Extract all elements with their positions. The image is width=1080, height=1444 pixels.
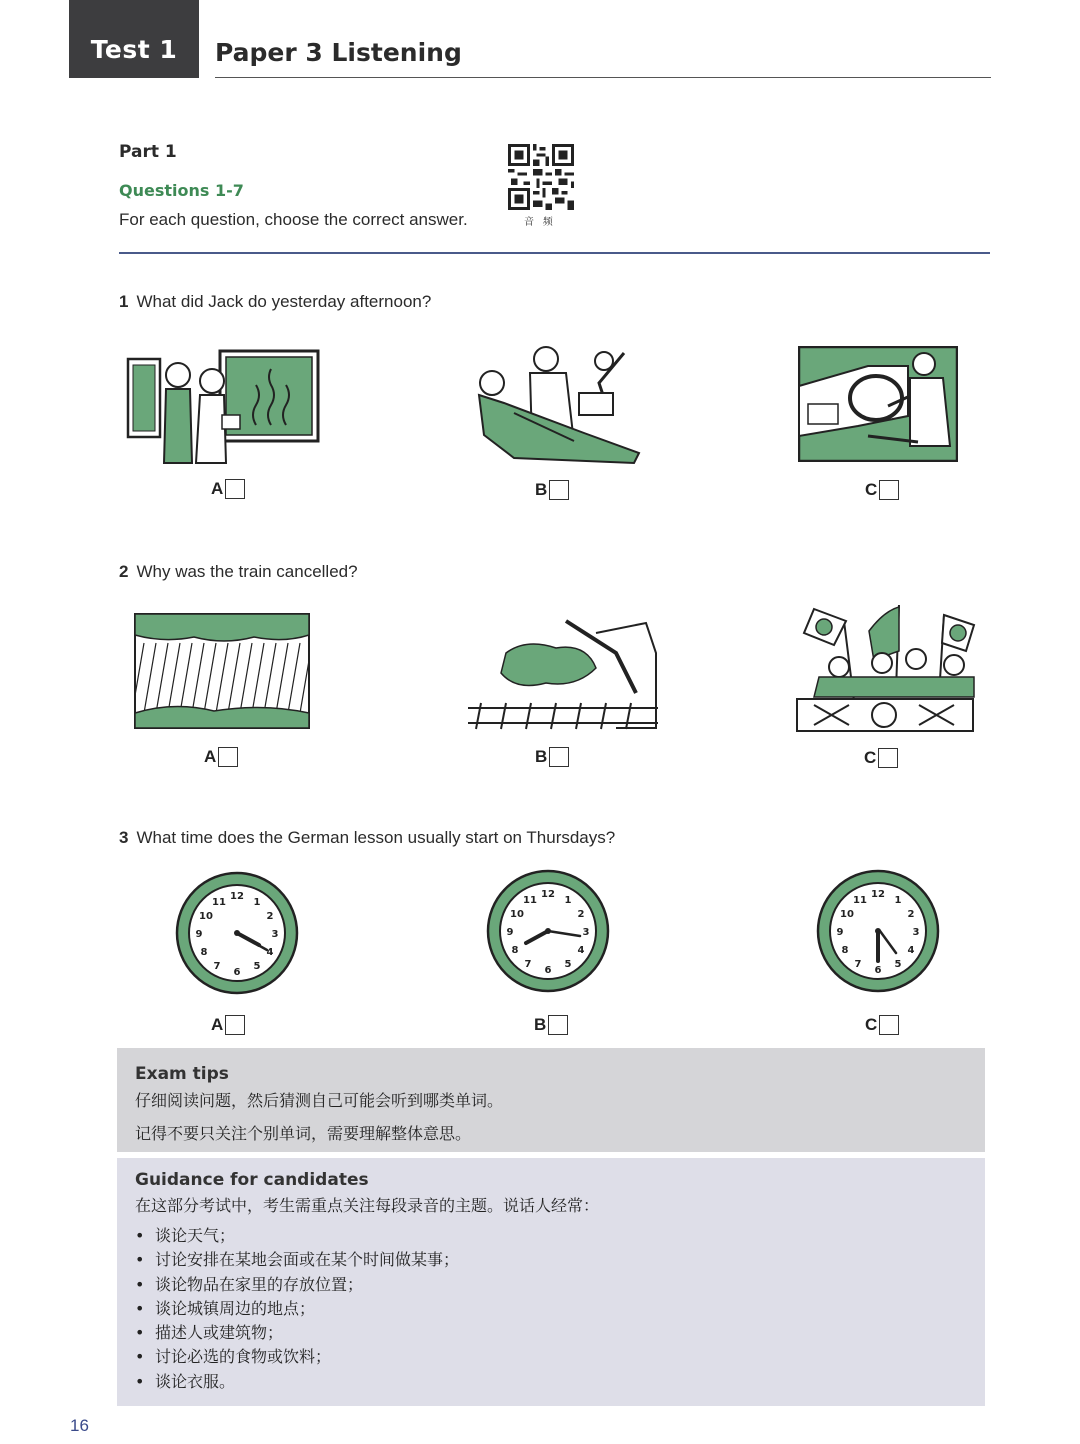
question-1: [119, 292, 431, 312]
guidance-title: Guidance for candidates: [135, 1170, 369, 1190]
guidance-item: • 谈论衣服。: [135, 1370, 967, 1394]
guidance-list: [135, 1224, 967, 1394]
svg-text:1: 1: [894, 895, 902, 906]
svg-text:4: 4: [577, 945, 585, 956]
dentist-illustration: [474, 343, 644, 465]
svg-text:7: 7: [213, 961, 221, 972]
q3-option-c[interactable]: [865, 1015, 899, 1035]
answer-checkbox[interactable]: [225, 479, 245, 499]
guidance-item: • 讨论安排在某地会面或在某个时间做某事；: [135, 1248, 967, 1272]
option-letter: B: [535, 747, 548, 766]
q1-option-c[interactable]: [865, 480, 899, 500]
guidance-item: • 谈论天气；: [135, 1224, 967, 1248]
rainstorm-illustration: [134, 613, 310, 729]
svg-text:1: 1: [564, 895, 572, 906]
answer-checkbox[interactable]: [549, 747, 569, 767]
question-text: What time does the German lesson usually start on Thursdays?: [136, 828, 616, 847]
svg-text:9: 9: [836, 927, 844, 938]
answer-checkbox[interactable]: [548, 1015, 568, 1035]
question-number: 2: [119, 562, 129, 581]
answer-checkbox[interactable]: [549, 480, 569, 500]
svg-text:11: 11: [212, 897, 226, 908]
paper-title: Paper 3 Listening: [215, 38, 462, 67]
svg-text:3: 3: [912, 927, 920, 938]
svg-text:4: 4: [266, 947, 274, 958]
svg-text:5: 5: [894, 959, 902, 970]
fallen-tree-illustration: [466, 613, 660, 731]
q3-option-b[interactable]: [534, 1015, 568, 1035]
guidance-item: • 谈论城镇周边的地点；: [135, 1297, 967, 1321]
q3-option-a[interactable]: [211, 1015, 245, 1035]
q1-option-b[interactable]: [535, 480, 569, 500]
option-letter: A: [204, 747, 217, 766]
option-letter: C: [865, 1015, 878, 1034]
answer-checkbox[interactable]: [879, 480, 899, 500]
exam-tip-line: 记得不要只关注个别单词，需要理解整体意思。: [135, 1124, 472, 1143]
option-letter: B: [535, 480, 548, 499]
exam-tips-title: Exam tips: [135, 1064, 229, 1084]
gallery-painting-illustration: [126, 345, 321, 465]
svg-text:7: 7: [524, 959, 532, 970]
strike-protest-illustration: [794, 601, 976, 733]
question-text: What did Jack do yesterday afternoon?: [136, 292, 432, 311]
svg-text:2: 2: [907, 909, 915, 920]
svg-text:8: 8: [841, 945, 849, 956]
page-number: 16: [70, 1416, 89, 1435]
svg-text:12: 12: [871, 889, 885, 900]
q2-option-b[interactable]: [535, 747, 569, 767]
exam-tips-box: [117, 1048, 985, 1152]
q2-option-a[interactable]: [204, 747, 238, 767]
guidance-item: • 谈论物品在家里的存放位置；: [135, 1273, 967, 1297]
svg-text:12: 12: [230, 891, 244, 902]
clock-b-illustration: [486, 869, 610, 993]
option-letter: B: [534, 1015, 547, 1034]
svg-text:6: 6: [874, 965, 882, 976]
answer-checkbox[interactable]: [878, 748, 898, 768]
question-number: 3: [119, 828, 129, 847]
svg-text:11: 11: [853, 895, 867, 906]
svg-text:5: 5: [253, 961, 261, 972]
instruction-text: For each question, choose the correct answer.: [119, 210, 468, 229]
section-divider: [119, 252, 990, 254]
svg-text:10: 10: [840, 909, 854, 920]
questions-range-label: Questions 1-7: [119, 181, 244, 200]
svg-text:8: 8: [200, 947, 208, 958]
svg-text:1: 1: [253, 897, 261, 908]
q2-option-c[interactable]: [864, 748, 898, 768]
test-label: Test 1: [69, 0, 199, 78]
question-text: Why was the train cancelled?: [136, 562, 358, 581]
option-letter: C: [865, 480, 878, 499]
svg-text:7: 7: [854, 959, 862, 970]
guidance-item: • 描述人或建筑物；: [135, 1321, 967, 1345]
clock-a-illustration: [175, 871, 299, 995]
svg-text:10: 10: [199, 911, 213, 922]
guidance-item: • 讨论必选的食物或饮料；: [135, 1345, 967, 1369]
option-letter: C: [864, 748, 877, 767]
svg-text:3: 3: [271, 929, 279, 940]
driving-car-illustration: [798, 346, 958, 462]
svg-text:10: 10: [510, 909, 524, 920]
question-number: 1: [119, 292, 129, 311]
guidance-box: [117, 1158, 985, 1406]
svg-text:9: 9: [506, 927, 514, 938]
svg-text:6: 6: [544, 965, 552, 976]
guidance-intro: 在这部分考试中，考生需重点关注每段录音的主题。说话人经常：: [135, 1196, 600, 1215]
svg-text:3: 3: [582, 927, 590, 938]
question-2: [119, 562, 358, 582]
svg-text:9: 9: [195, 929, 203, 940]
audio-caption: 音 频: [524, 217, 556, 228]
header-divider: [215, 77, 991, 78]
question-3: [119, 828, 615, 848]
qr-code-icon[interactable]: [508, 144, 574, 210]
option-letter: A: [211, 479, 224, 498]
answer-checkbox[interactable]: [879, 1015, 899, 1035]
answer-checkbox[interactable]: [225, 1015, 245, 1035]
option-letter: A: [211, 1015, 224, 1034]
svg-text:4: 4: [907, 945, 915, 956]
svg-text:5: 5: [564, 959, 572, 970]
answer-checkbox[interactable]: [218, 747, 238, 767]
exam-tip-line: 仔细阅读问题，然后猜测自己可能会听到哪类单词。: [135, 1091, 504, 1110]
svg-text:2: 2: [577, 909, 585, 920]
svg-text:2: 2: [266, 911, 274, 922]
svg-text:8: 8: [511, 945, 519, 956]
part-label: Part 1: [119, 142, 177, 162]
clock-c-illustration: [816, 869, 940, 993]
svg-text:12: 12: [541, 889, 555, 900]
svg-text:11: 11: [523, 895, 537, 906]
svg-text:6: 6: [233, 967, 241, 978]
q1-option-a[interactable]: [211, 479, 245, 499]
